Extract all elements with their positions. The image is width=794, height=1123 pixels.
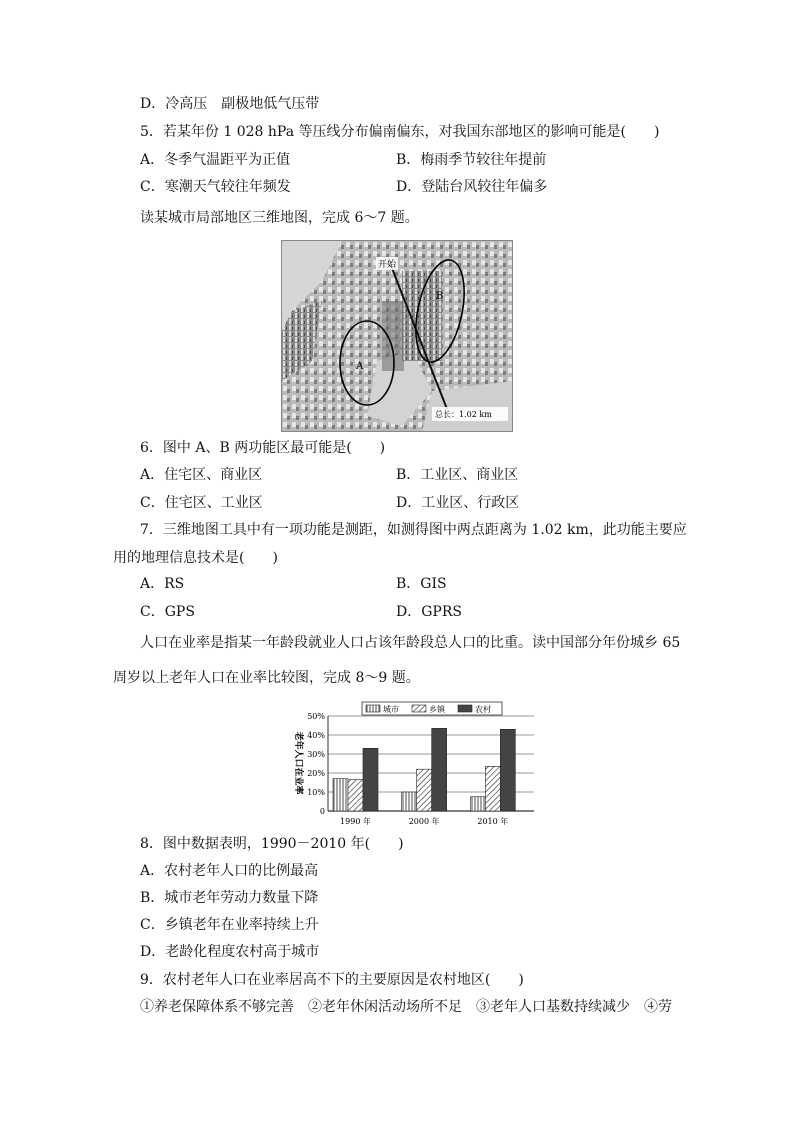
q7-option-a: A．RS: [140, 576, 185, 592]
intro-8-9-line1: 人口在业率是指某一年龄段就业人口占该年龄段总人口的比重。读中国部分年份城乡 65: [140, 635, 681, 651]
chart-category-label: 1990 年: [340, 817, 371, 826]
q8-option-c: C．乡镇老年在业率持续上升: [140, 917, 319, 933]
chart-ytick-label: 30%: [307, 750, 325, 759]
city-3d-map: [281, 240, 513, 432]
map-label-a: A: [356, 361, 364, 372]
chart-bar: [485, 766, 500, 811]
chart-bar: [417, 769, 432, 811]
chart-ytick-label: 40%: [307, 731, 325, 740]
map-label-b: B: [436, 291, 444, 302]
q6-option-d: D．工业区、行政区: [396, 495, 520, 511]
chart-bar: [500, 729, 515, 811]
chart-legend-label: 城市: [383, 705, 399, 714]
chart-bar: [363, 748, 378, 811]
q7-stem-line1: 7．三维地图工具中有一项功能是测距，如测得图中两点距离为 1.02 km，此功能主要应: [140, 522, 687, 538]
q7-option-c: C．GPS: [140, 604, 195, 620]
map-start-label: 开始: [378, 260, 397, 270]
q5-option-c: C．寒潮天气较往年频发: [140, 179, 291, 195]
q7-stem-line2: 用的地理信息技术是( ): [113, 550, 278, 566]
q8-stem: 8．图中数据表明，1990－2010 年( ): [140, 836, 404, 852]
chart-legend-label: 乡镇: [429, 705, 445, 714]
q6-option-a: A．住宅区、商业区: [140, 467, 263, 483]
chart-ytick-label: 50%: [307, 712, 325, 721]
employment-rate-chart-svg: [282, 701, 542, 829]
chart-ytick-label: 0: [319, 807, 325, 816]
q5-stem: 5．若某年份 1 028 hPa 等压线分布偏南偏东，对我国东部地区的影响可能是( ): [140, 124, 660, 140]
map-total-length: 总长：1.02 km: [435, 410, 492, 419]
q6-stem: 6．图中 A、B 两功能区最可能是( ): [140, 440, 386, 456]
q8-option-b: B．城市老年劳动力数量下降: [140, 890, 319, 906]
chart-bar: [402, 792, 417, 811]
q5-option-b: B．梅雨季节较往年提前: [396, 152, 547, 168]
chart-bar: [470, 797, 485, 811]
q7-option-b: B．GIS: [396, 576, 447, 592]
chart-category-label: 2010 年: [477, 817, 509, 826]
q9-options-line: ①养老保障体系不够完善 ②老年休闲活动场所不足 ③老年人口基数持续减少 ④劳: [140, 999, 672, 1015]
q4-option-d: D．冷高压 副极地低气压带: [140, 96, 320, 112]
chart-legend-swatch: [412, 705, 426, 712]
q5-option-d: D．登陆台风较往年偏多: [396, 179, 548, 195]
intro-8-9-line2: 周岁以上老年人口在业率比较图，完成 8～9 题。: [113, 670, 420, 686]
chart-ytick-label: 20%: [307, 769, 325, 778]
q8-option-d: D．老龄化程度农村高于城市: [140, 944, 320, 960]
chart-category-label: 2000 年: [408, 817, 440, 826]
chart-legend-label: 农村: [475, 705, 491, 714]
chart-bar: [432, 728, 447, 811]
q6-option-c: C．住宅区、工业区: [140, 495, 263, 511]
q5-option-a: A．冬季气温距平为正值: [140, 152, 291, 168]
chart-bar: [348, 780, 363, 811]
employment-rate-chart: [282, 701, 542, 829]
chart-bar: [333, 779, 348, 811]
q7-option-d: D．GPRS: [396, 604, 462, 620]
q8-option-a: A．农村老年人口的比例最高: [140, 863, 319, 879]
q9-stem: 9．农村老年人口在业率居高不下的主要原因是农村地区( ): [140, 972, 524, 988]
chart-legend-swatch: [366, 705, 380, 712]
chart-legend-swatch: [458, 705, 472, 712]
intro-6-7: 读某城市局部地区三维地图，完成 6～7 题。: [140, 210, 419, 226]
city-3d-map-graphic: [282, 241, 512, 431]
q6-option-b: B．工业区、商业区: [396, 467, 519, 483]
chart-ylabel: 老年人口在业率: [293, 731, 303, 795]
chart-ytick-label: 10%: [307, 788, 325, 797]
